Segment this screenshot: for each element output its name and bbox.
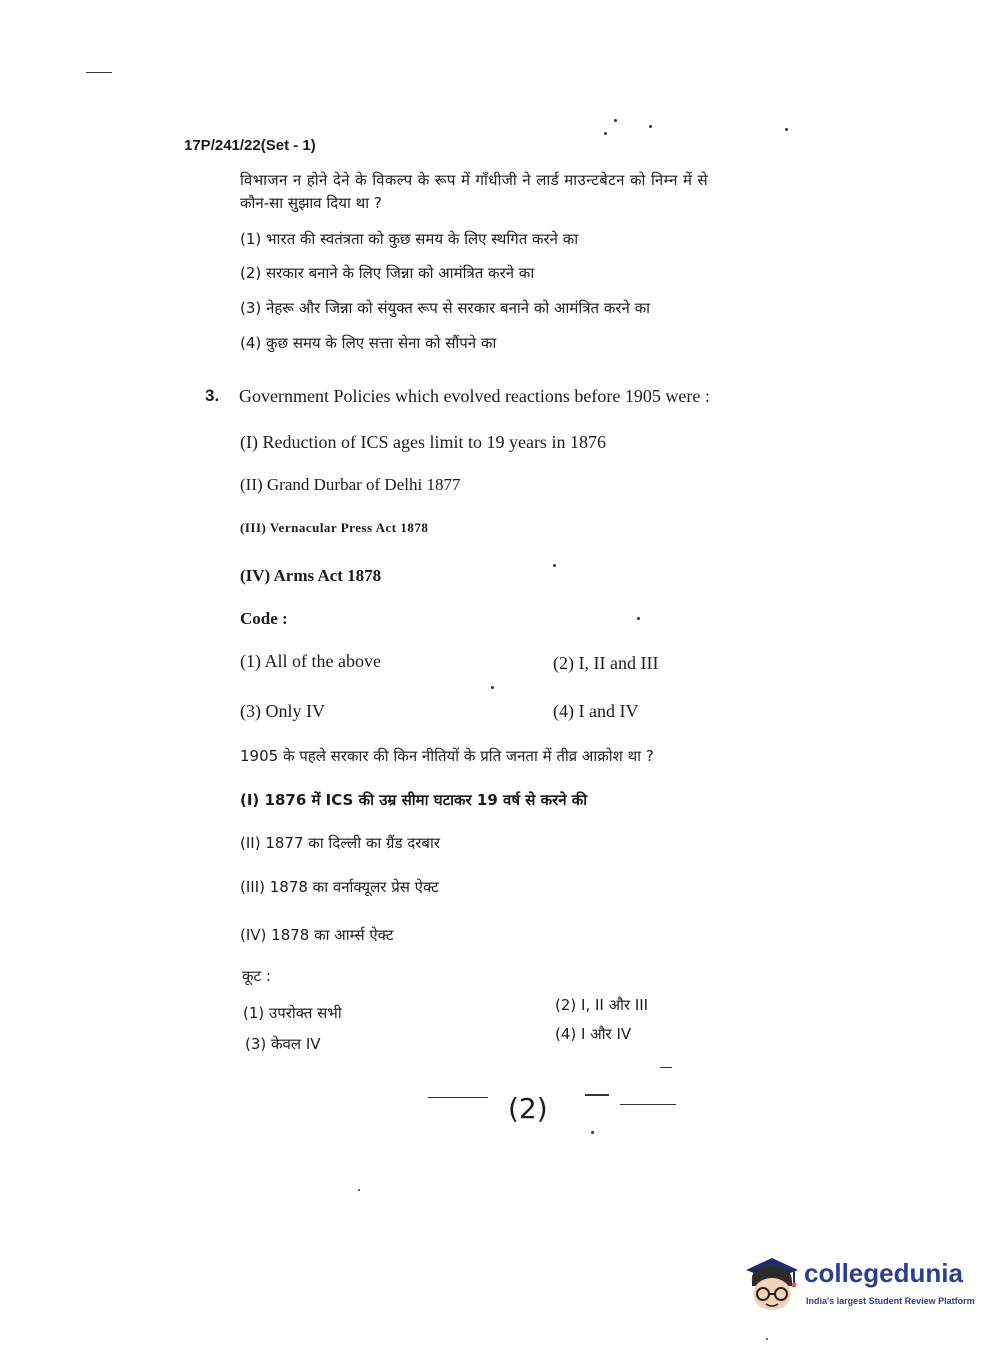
scan-mark: [86, 72, 112, 73]
footer-dash-top: [660, 1067, 672, 1068]
q3-item-4: (IV) Arms Act 1878: [240, 566, 382, 585]
q3-hindi-question: 1905 के पहले सरकार की किन नीतियों के प्रति जनता में तीव्र आक्रोश था ?: [240, 747, 654, 765]
logo-tagline: India's largest Student Review Platform: [806, 1296, 975, 1306]
q2-hindi-option-3: (3) नेहरू और जिन्ना को संयुक्त रूप से सरकार बनाने को आमंत्रित करने का: [240, 299, 650, 317]
scan-speck: [553, 564, 556, 567]
scan-speck: [785, 128, 788, 131]
q3-item-1: (I) Reduction of ICS ages limit to 19 years in 1876: [240, 432, 606, 452]
footer-dash-left: [428, 1097, 488, 1098]
scan-speck: [637, 617, 640, 620]
q3-option-4: (4) I and IV: [553, 701, 639, 721]
q3-option-1: (1) All of the above: [240, 651, 381, 671]
q3-hindi-item-3: (III) 1878 का वर्नाक्यूलर प्रेस ऐक्ट: [240, 878, 439, 896]
q2-hindi-option-1: (1) भारत की स्वतंत्रता को कुछ समय के लिए स्थगित करने का: [240, 230, 579, 248]
page-number: (2): [508, 1092, 548, 1125]
logo-wordmark: collegedunia: [804, 1258, 963, 1288]
q3-option-3: (3) Only IV: [240, 701, 325, 721]
q3-item-2: (II) Grand Durbar of Delhi 1877: [240, 475, 461, 494]
q2-hindi-line2: कौन-सा सुझाव दिया था ?: [240, 194, 382, 212]
q3-code-label: Code :: [240, 609, 288, 628]
q3-hindi-item-4: (IV) 1878 का आर्म्स ऐक्ट: [240, 926, 394, 944]
q3-hindi-item-1: (I) 1876 में ICS की उम्र सीमा घटाकर 19 वर्ष से करने की: [240, 791, 588, 809]
q3-item-3: (III) Vernacular Press Act 1878: [240, 520, 429, 535]
paper-code: 17P/241/22(Set - 1): [184, 137, 316, 154]
q3-number: 3.: [205, 386, 220, 405]
collegedunia-logo: [742, 1252, 975, 1322]
scan-speck: [614, 119, 617, 122]
scan-speck: [591, 1131, 594, 1134]
q3-hindi-option-4: (4) I और IV: [555, 1025, 632, 1043]
q3-question: Government Policies which evolved reactions before 1905 were :: [239, 386, 710, 406]
scan-speck: [649, 125, 652, 128]
q3-option-2: (2) I, II and III: [553, 653, 659, 673]
q3-hindi-code-label: कूट :: [242, 967, 271, 985]
footer-dash-right: [620, 1104, 676, 1105]
q3-hindi-option-3: (3) केवल IV: [245, 1035, 321, 1053]
scan-speck: [766, 1338, 768, 1340]
scan-speck: [491, 686, 494, 689]
q3-hindi-item-2: (II) 1877 का दिल्ली का ग्रैंड दरबार: [240, 834, 440, 852]
scan-speck: [604, 132, 607, 135]
mascot-icon: [742, 1252, 804, 1314]
q3-hindi-option-1: (1) उपरोक्त सभी: [243, 1004, 342, 1022]
q2-hindi-line1: विभाजन न होने देने के विकल्प के रूप में गाँधीजी ने लार्ड माउन्टबेटन को निम्न में से: [240, 171, 709, 189]
scan-speck: [358, 1189, 360, 1191]
q2-hindi-option-2: (2) सरकार बनाने के लिए जिन्ना को आमंत्रित करने का: [240, 264, 535, 282]
q2-hindi-option-4: (4) कुछ समय के लिए सत्ता सेना को सौंपने का: [240, 334, 497, 352]
q3-hindi-option-2: (2) I, II और III: [555, 996, 649, 1014]
footer-dash-right: [585, 1094, 609, 1096]
